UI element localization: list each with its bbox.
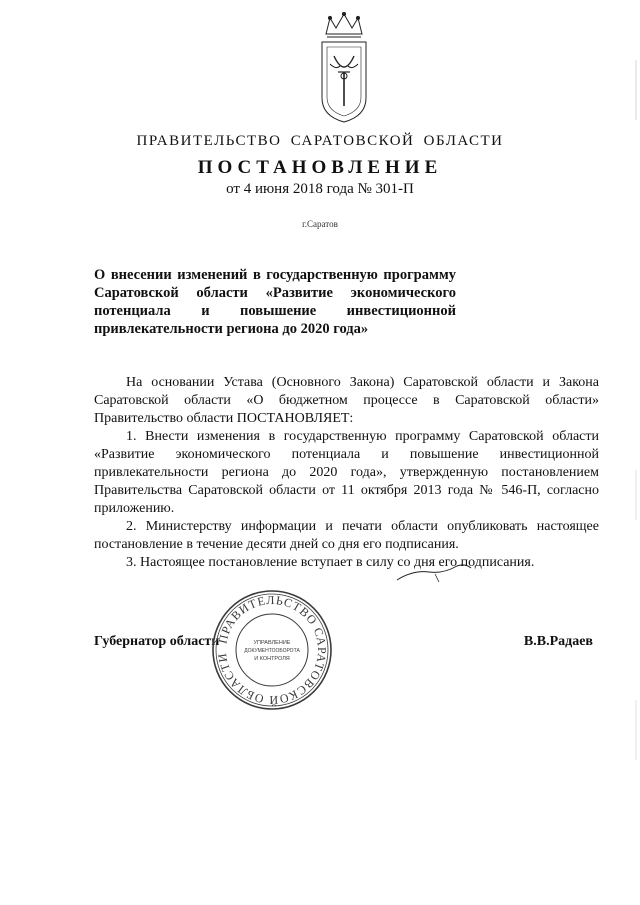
signature-block: [94, 634, 599, 656]
scan-edge-mark: [632, 0, 640, 905]
signatory-name: В.В.Радаев: [523, 634, 593, 649]
document-date-number: от 4 июня 2018 года № 301-П: [226, 181, 414, 197]
official-stamp-seal: [210, 588, 334, 712]
government-name: ПРАВИТЕЛЬСТВО САРАТОВСКОЙ ОБЛАСТИ: [136, 133, 504, 149]
svg-text:И КОНТРОЛЯ: И КОНТРОЛЯ: [254, 656, 290, 662]
svg-text:ДОКУМЕНТООБОРОТА: ДОКУМЕНТООБОРОТА: [244, 648, 300, 654]
preamble-paragraph: На основании Устава (Основного Закона) Саратовской области и Закона Саратовской области «О бюджетном процессе в Саратовской области» Правительство области ПОСТАНОВЛЯЕТ:: [94, 375, 599, 426]
item-paragraph-1: 1. Внести изменения в государственную программу Саратовской области «Развитие экономического потенциала и повышение инвестиционной привлекательности региона до 2020 года», утвержденную постановлением Правительства Саратовской области от 11 октября 2013 года № 546-П, согласно приложению.: [94, 429, 599, 516]
document-type: ПОСТАНОВЛЕНИЕ: [197, 157, 443, 178]
item-paragraph-3: 3. Настоящее постановление вступает в силу со дня его подписания.: [126, 555, 535, 570]
svg-text:УПРАВЛЕНИЕ: УПРАВЛЕНИЕ: [253, 640, 291, 646]
signatory-position: Губернатор области: [94, 634, 220, 649]
document-title: О внесении изменений в государственную программу Саратовской области «Развитие экономического потенциала и повышение инвестиционной привлекательности региона до 2020 года»: [94, 267, 456, 337]
svg-text:ПРАВИТЕЛЬСТВО САРАТОВСКОЙ ОБЛА: ПРАВИТЕЛЬСТВО САРАТОВСКОЙ ОБЛАСТИ: [214, 592, 330, 708]
saratov-coat-of-arms-icon: [316, 12, 372, 124]
handwritten-signature: [395, 562, 475, 584]
document-body: [94, 374, 599, 572]
document-city: г.Саратов: [302, 219, 338, 229]
item-paragraph-2: 2. Министерству информации и печати области опубликовать настоящее постановление в течение десяти дней со дня его подписания.: [94, 519, 599, 552]
